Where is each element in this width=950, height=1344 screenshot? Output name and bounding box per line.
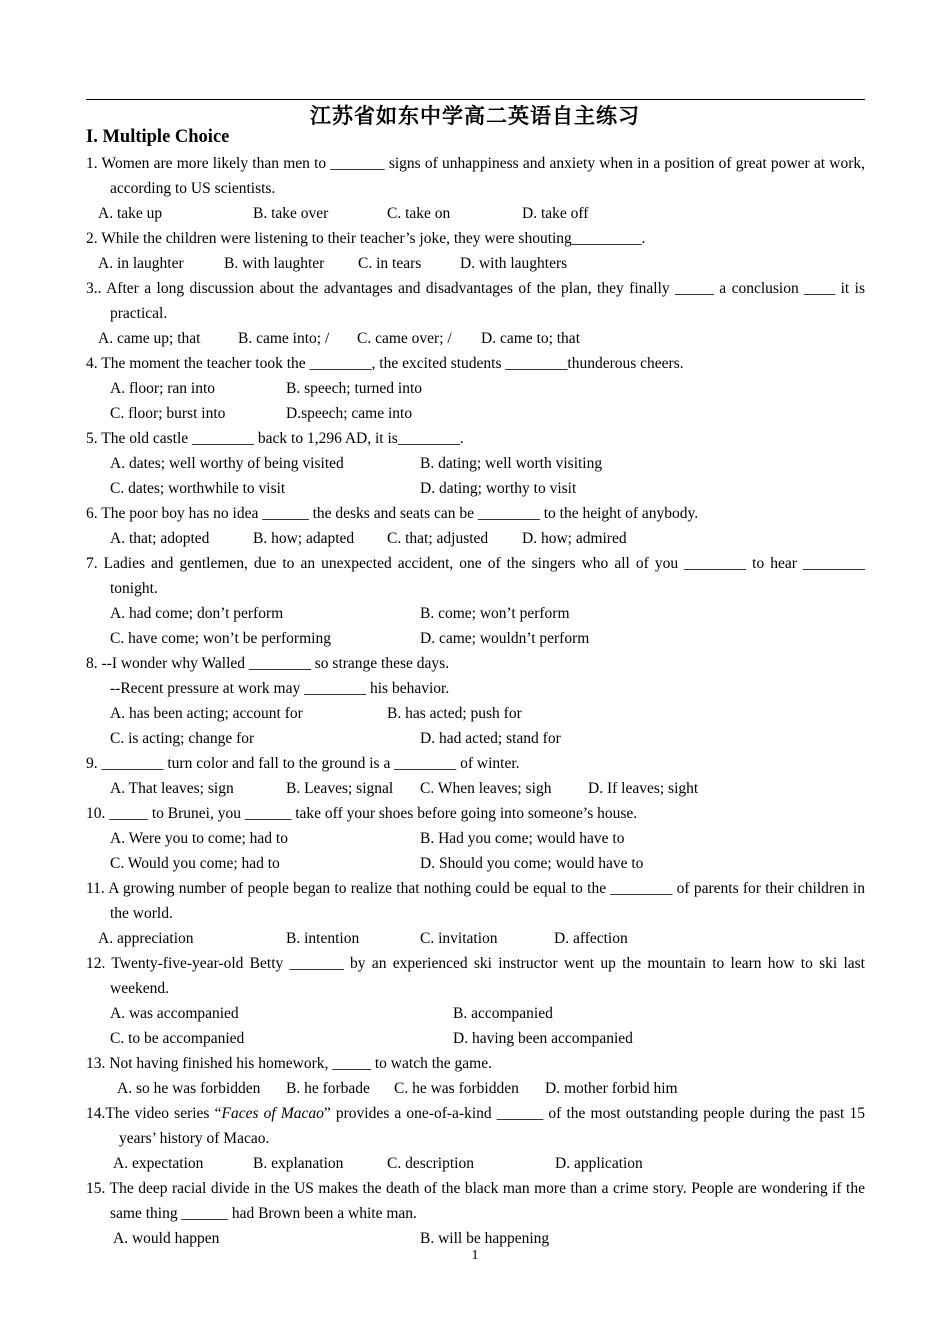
option: C. in tears [358,255,422,272]
option: A. so he was forbidden [117,1080,261,1097]
options-row [86,601,865,626]
option: A. dates; well worthy of being visited [110,455,344,472]
question-text-end: ” provides a one-of-a-kind ______ of the most outstanding people during the past 15 years’ history of Macao. [119,1105,865,1147]
option: C. to be accompanied [110,1030,245,1047]
options-row [86,376,865,401]
option: B. came into; / [238,330,330,347]
options-row [86,1151,865,1176]
option: D. mother forbid him [545,1080,678,1097]
option: C. is acting; change for [110,730,255,747]
option: B. dating; well worth visiting [420,455,603,472]
section-heading: I. Multiple Choice [86,127,230,147]
question-text: 4. The moment the teacher took the ________, the excited students ________thunderous cheers. [86,355,684,372]
option: C. that; adjusted [387,530,489,547]
option: C. came over; / [357,330,452,347]
option: B. intention [286,930,360,947]
option: D. came to; that [481,330,580,347]
option: C. description [387,1155,474,1172]
question-text: 6. The poor boy has no idea ______ the desks and seats can be ________ to the height of anybody. [86,505,699,522]
option: D. having been accompanied [453,1030,633,1047]
question-text: 7. Ladies and gentlemen, due to an unexpected accident, one of the singers who all of you ________ to hear ________ tonight. [86,555,865,597]
option: B. Had you come; would have to [420,830,625,847]
question-text: 13. Not having finished his homework, _____ to watch the game. [86,1055,492,1072]
option: B. Leaves; signal [286,780,394,797]
option: C. he was forbidden [394,1080,519,1097]
options-row [86,726,865,751]
option: C. Would you come; had to [110,855,280,872]
option: C. take on [387,205,451,222]
options-row [86,626,865,651]
option: C. dates; worthwhile to visit [110,480,286,497]
option: A. appreciation [98,930,194,947]
option: B. how; adapted [253,530,355,547]
option: B. will be happening [420,1230,550,1247]
option: A. take up [98,205,163,222]
page-title: 江苏省如东中学高二英语自主练习 [310,104,640,128]
option: B. come; won’t perform [420,605,570,622]
option: B. accompanied [453,1005,553,1022]
question-text [86,1101,865,1151]
option: A. Were you to come; had to [110,830,288,847]
question-list [86,151,865,1251]
option: A. that; adopted [110,530,210,547]
question-text-start: 14.The video series “ [86,1105,222,1122]
question-text: 12. Twenty-five-year-old Betty _______ by an experienced ski instructor went up the mountain to learn how to ski last weekend. [86,955,865,997]
option: A. expectation [113,1155,204,1172]
options-row [86,451,865,476]
question-text: 10. _____ to Brunei, you ______ take off your shoes before going into someone’s house. [86,805,638,822]
option: D. dating; worthy to visit [420,480,577,497]
question-text: 1. Women are more likely than men to _______ signs of unhappiness and anxiety when in a position of great power at work, according to US scientists. [86,155,865,197]
option: A. had come; don’t perform [110,605,284,622]
option: D. had acted; stand for [420,730,561,747]
option: D. with laughters [460,255,568,272]
options-row [86,776,865,801]
options-row [86,526,865,551]
options-row [86,476,865,501]
options-row [86,251,865,276]
option: A. has been acting; account for [110,705,303,722]
option: B. take over [253,205,329,222]
option: D. came; wouldn’t perform [420,630,590,647]
option: C. When leaves; sigh [420,780,552,797]
options-row [86,1076,865,1101]
option: B. with laughter [224,255,325,272]
dialogue-reply: --Recent pressure at work may ________ his behavior. [110,680,450,697]
options-row [86,926,865,951]
question-text: 3.. After a long discussion about the advantages and disadvantages of the plan, they finally _____ a conclusion ____ it is practical. [86,280,865,322]
question-text: 15. The deep racial divide in the US makes the death of the black man more than a crime story. People are wondering if the same thing ______ had Brown been a white man. [86,1180,865,1222]
option: B. speech; turned into [286,380,423,397]
question-text: 9. ________ turn color and fall to the ground is a ________ of winter. [86,755,520,772]
options-row [86,201,865,226]
option: A. floor; ran into [110,380,216,397]
page-number: 1 [471,1248,479,1263]
option: C. have come; won’t be performing [110,630,331,647]
option: D. take off [522,205,589,222]
option: D. application [555,1155,643,1172]
options-row [86,826,865,851]
option: D. Should you come; would have to [420,855,644,872]
option: B. he forbade [286,1080,370,1097]
question-text: 8. --I wonder why Walled ________ so strange these days. [86,655,450,672]
options-row [86,701,865,726]
series-title: Faces of Macao [221,1105,324,1122]
option: C. invitation [420,930,498,947]
option: A. in laughter [98,255,184,272]
question-text: 11. A growing number of people began to realize that nothing could be equal to the ________ of parents for their children in the world. [86,880,865,922]
option: B. explanation [253,1155,344,1172]
dialogue-line [86,676,865,701]
option: D. how; admired [522,530,627,547]
option: D. affection [554,930,628,947]
option: B. has acted; push for [387,705,522,722]
option: A. was accompanied [110,1005,239,1022]
options-row [86,1001,865,1026]
question-text: 2. While the children were listening to their teacher’s joke, they were shouting_________. [86,230,646,247]
option: A. That leaves; sign [110,780,234,797]
options-row [86,851,865,876]
question-text: 5. The old castle ________ back to 1,296 AD, it is________. [86,430,464,447]
option: D. If leaves; sight [588,780,699,797]
option: A. would happen [113,1230,220,1247]
options-row [86,1026,865,1051]
options-row [86,326,865,351]
option: C. floor; burst into [110,405,226,422]
option: A. came up; that [98,330,201,347]
option: D.speech; came into [286,405,413,422]
options-row [86,401,865,426]
